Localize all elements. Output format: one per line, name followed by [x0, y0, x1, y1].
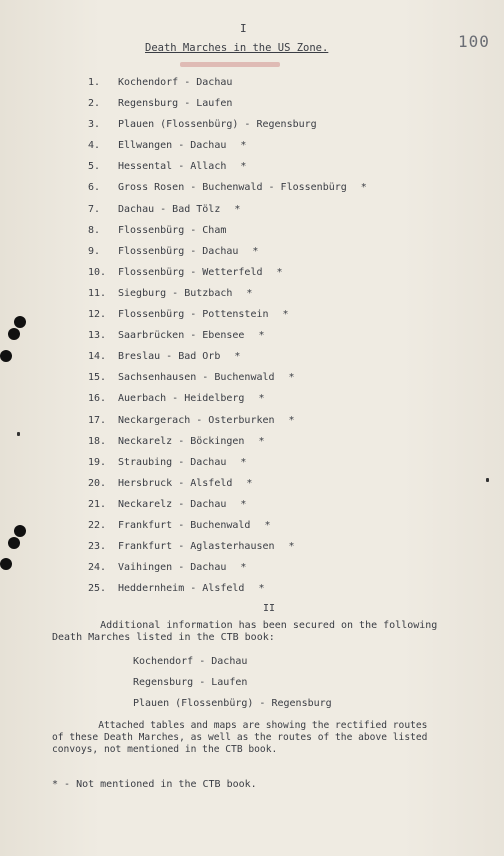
item-number: 4. — [88, 140, 101, 152]
list-item — [88, 114, 488, 135]
list-item — [88, 452, 488, 473]
item-number: 21. — [88, 498, 107, 510]
item-route: Frankfurt - Aglasterhausen — [118, 541, 275, 553]
attached-line: convoys, not mentioned in the CTB book. — [52, 744, 278, 755]
item-number: 7. — [88, 203, 101, 215]
list-item — [88, 557, 488, 578]
list-item — [88, 473, 488, 494]
death-march-list — [88, 72, 488, 599]
item-number: 1. — [88, 77, 101, 88]
item-marker: * — [360, 182, 367, 194]
punch-hole — [8, 328, 20, 340]
item-marker: * — [246, 477, 253, 489]
list-item — [88, 93, 488, 114]
item-route: Plauen (Flossenbürg) - Regensburg — [118, 119, 317, 131]
list-item — [88, 304, 488, 325]
item-number: 20. — [88, 477, 107, 489]
list-item — [88, 346, 488, 367]
list-item — [88, 156, 488, 177]
item-route: Flossenbürg - Dachau — [118, 245, 239, 257]
item-number: 11. — [88, 287, 107, 299]
attached-line: of these Death Marches, as well as the routes of the above listed — [52, 732, 428, 743]
item-number: 18. — [88, 435, 107, 447]
item-number: 12. — [88, 309, 107, 321]
item-number: 25. — [88, 583, 107, 595]
item-marker: * — [240, 140, 247, 152]
item-number: 13. — [88, 330, 107, 342]
listed-march: Regensburg - Laufen — [133, 677, 248, 688]
punch-hole — [14, 316, 26, 328]
item-route: Hersbruck - Alsfeld — [118, 477, 233, 489]
list-item — [88, 494, 488, 515]
item-route: Ellwangen - Dachau — [118, 140, 227, 152]
item-marker: * — [288, 372, 295, 384]
intro-paragraph — [52, 620, 437, 644]
item-marker: * — [258, 393, 265, 405]
item-route: Neckarelz - Dachau — [118, 498, 227, 510]
item-number: 22. — [88, 519, 107, 531]
item-route: Frankfurt - Buchenwald — [118, 519, 251, 531]
item-number: 8. — [88, 224, 101, 236]
list-item — [88, 367, 488, 388]
punch-hole — [14, 525, 26, 537]
item-number: 24. — [88, 562, 107, 574]
item-route: Flossenbürg - Wetterfeld — [118, 266, 263, 278]
item-marker: * — [288, 541, 295, 553]
item-route: Saarbrücken - Ebensee — [118, 330, 245, 342]
item-marker: * — [240, 161, 247, 173]
attached-paragraph — [52, 720, 427, 756]
paper-speck — [17, 432, 20, 436]
item-marker: * — [234, 203, 241, 215]
item-route: Neckargerach - Osterburken — [118, 414, 275, 426]
list-item — [88, 410, 488, 431]
paper-speck — [486, 478, 489, 482]
item-route: Vaihingen - Dachau — [118, 562, 227, 574]
list-item — [88, 220, 488, 241]
red-pencil-mark — [180, 62, 280, 67]
item-marker: * — [234, 351, 241, 363]
item-route: Regensburg - Laufen — [118, 98, 233, 110]
item-route: Flossenbürg - Pottenstein — [118, 309, 269, 321]
listed-march: Plauen (Flossenbürg) - Regensburg — [133, 698, 332, 709]
list-item — [88, 262, 488, 283]
list-item — [88, 388, 488, 409]
item-route: Sachsenhausen - Buchenwald — [118, 372, 275, 384]
item-number: 14. — [88, 351, 107, 363]
footnote: * - Not mentioned in the CTB book. — [52, 779, 257, 790]
item-marker: * — [276, 266, 283, 278]
item-route: Auerbach - Heidelberg — [118, 393, 245, 405]
attached-line: Attached tables and maps are showing the rectified routes — [52, 720, 428, 731]
punch-hole — [0, 350, 12, 362]
item-marker: * — [240, 498, 247, 510]
list-item — [88, 135, 488, 156]
item-marker: * — [288, 414, 295, 426]
punch-hole — [8, 537, 20, 549]
item-number: 10. — [88, 266, 107, 278]
list-item — [88, 177, 488, 198]
intro-line: Additional information has been secured on the following — [52, 620, 438, 631]
item-marker: * — [240, 456, 247, 468]
item-route: Hessental - Allach — [118, 161, 227, 173]
item-number: 17. — [88, 414, 107, 426]
item-marker: * — [258, 330, 265, 342]
item-marker: * — [246, 287, 253, 299]
list-item — [88, 241, 488, 262]
listed-march: Kochendorf - Dachau — [133, 656, 248, 667]
item-marker: * — [282, 309, 289, 321]
item-number: 15. — [88, 372, 107, 384]
item-route: Neckarelz - Böckingen — [118, 435, 245, 447]
item-number: 3. — [88, 119, 101, 131]
item-number: 19. — [88, 456, 107, 468]
item-number: 16. — [88, 393, 107, 405]
list-item — [88, 72, 488, 93]
list-item — [88, 283, 488, 304]
list-item — [88, 199, 488, 220]
item-route: Flossenbürg - Cham — [118, 224, 227, 236]
item-route: Breslau - Bad Orb — [118, 351, 221, 363]
section-number-2: II — [263, 603, 276, 614]
item-marker: * — [252, 245, 259, 257]
item-number: 9. — [88, 245, 101, 257]
item-number: 2. — [88, 98, 101, 110]
item-marker: * — [240, 562, 247, 574]
item-number: 5. — [88, 161, 101, 173]
item-marker: * — [264, 519, 271, 531]
item-route: Siegburg - Butzbach — [118, 287, 233, 299]
intro-line: Death Marches listed in the CTB book: — [52, 632, 275, 643]
item-route: Kochendorf - Dachau — [118, 77, 233, 88]
list-item — [88, 431, 488, 452]
item-number: 23. — [88, 541, 107, 553]
page-title: Death Marches in the US Zone. — [145, 42, 329, 54]
item-marker: * — [258, 583, 265, 595]
list-item — [88, 536, 488, 557]
page-number: 100 — [458, 32, 490, 51]
item-route: Dachau - Bad Tölz — [118, 203, 221, 215]
item-route: Gross Rosen - Buchenwald - Flossenbürg — [118, 182, 347, 194]
item-route: Heddernheim - Alsfeld — [118, 583, 245, 595]
list-item — [88, 325, 488, 346]
section-number-top: I — [240, 22, 247, 35]
punch-hole — [0, 558, 12, 570]
list-item — [88, 515, 488, 536]
item-route: Straubing - Dachau — [118, 456, 227, 468]
list-item — [88, 578, 488, 599]
item-number: 6. — [88, 182, 101, 194]
item-marker: * — [258, 435, 265, 447]
